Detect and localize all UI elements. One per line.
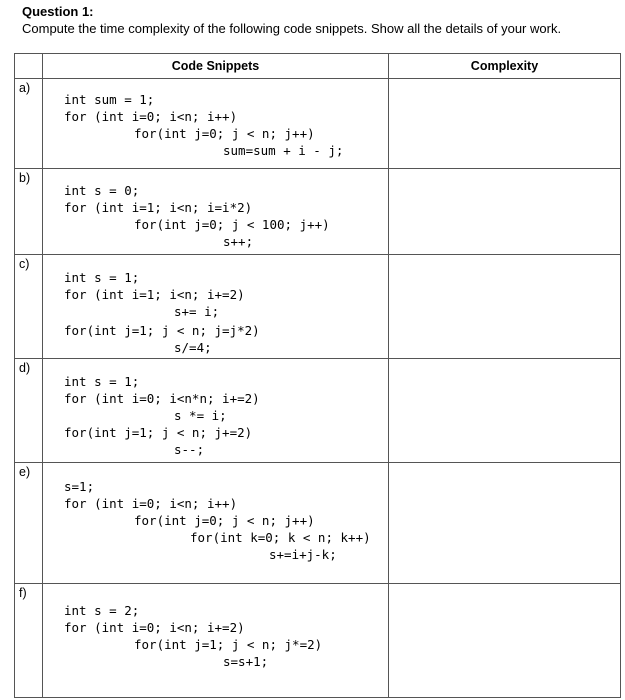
- complexity-input[interactable]: [389, 463, 621, 584]
- complexity-input[interactable]: [389, 255, 621, 359]
- table-row-e: [15, 463, 621, 584]
- header-code-snippets: Code Snippets: [43, 54, 389, 79]
- code-line: for (int i=1; i<n; i+=2): [64, 287, 245, 302]
- table-row-f: [15, 584, 621, 698]
- code-snippet: [43, 463, 389, 584]
- row-label: d): [15, 359, 43, 463]
- code-line: for(int k=0; k < n; k++): [190, 530, 371, 545]
- table-header-row: [15, 54, 621, 79]
- code-line: for(int j=1; j < n; j*=2): [134, 637, 323, 652]
- code-line: s *= i;: [174, 408, 227, 423]
- code-snippet: [43, 255, 389, 359]
- table-row-a: [15, 79, 621, 169]
- code-line: for (int i=1; i<n; i=i*2): [64, 200, 253, 215]
- row-label: f): [15, 584, 43, 698]
- code-line: s+= i;: [174, 304, 220, 319]
- code-line: for(int j=0; j < n; j++): [134, 126, 315, 141]
- code-snippet: [43, 359, 389, 463]
- row-label: b): [15, 169, 43, 255]
- code-complexity-table: [14, 53, 621, 698]
- code-line: s=s+1;: [223, 654, 269, 669]
- row-label: a): [15, 79, 43, 169]
- code-line: sum=sum + i - j;: [223, 143, 344, 158]
- code-line: s--;: [174, 442, 205, 457]
- complexity-input[interactable]: [389, 79, 621, 169]
- row-label: e): [15, 463, 43, 584]
- code-line: for (int i=0; i<n*n; i+=2): [64, 391, 260, 406]
- code-snippet: [43, 169, 389, 255]
- code-line: for(int j=1; j < n; j=j*2): [64, 323, 260, 338]
- row-label: c): [15, 255, 43, 359]
- code-line: for(int j=0; j < n; j++): [134, 513, 315, 528]
- code-line: int sum = 1;: [64, 92, 155, 107]
- code-line: for (int i=0; i<n; i+=2): [64, 620, 245, 635]
- code-line: int s = 1;: [64, 270, 140, 285]
- complexity-input[interactable]: [389, 359, 621, 463]
- question-title: Question 1:: [22, 4, 94, 19]
- complexity-input[interactable]: [389, 169, 621, 255]
- code-line: for (int i=0; i<n; i++): [64, 496, 238, 511]
- code-line: s+=i+j-k;: [269, 547, 337, 562]
- header-complexity: Complexity: [389, 54, 621, 79]
- code-line: s=1;: [64, 479, 95, 494]
- code-line: s/=4;: [174, 340, 212, 355]
- code-line: s++;: [223, 234, 254, 249]
- complexity-input[interactable]: [389, 584, 621, 698]
- header-label-cell: [15, 54, 43, 79]
- code-line: for(int j=0; j < 100; j++): [134, 217, 330, 232]
- code-snippet: [43, 584, 389, 698]
- code-line: for (int i=0; i<n; i++): [64, 109, 238, 124]
- code-line: for(int j=1; j < n; j+=2): [64, 425, 253, 440]
- code-line: int s = 2;: [64, 603, 140, 618]
- code-line: int s = 1;: [64, 374, 140, 389]
- table-row-d: [15, 359, 621, 463]
- table-row-b: [15, 169, 621, 255]
- table-row-c: [15, 255, 621, 359]
- question-text: Compute the time complexity of the following code snippets. Show all the details of your work.: [22, 21, 562, 36]
- code-snippet: [43, 79, 389, 169]
- code-line: int s = 0;: [64, 183, 140, 198]
